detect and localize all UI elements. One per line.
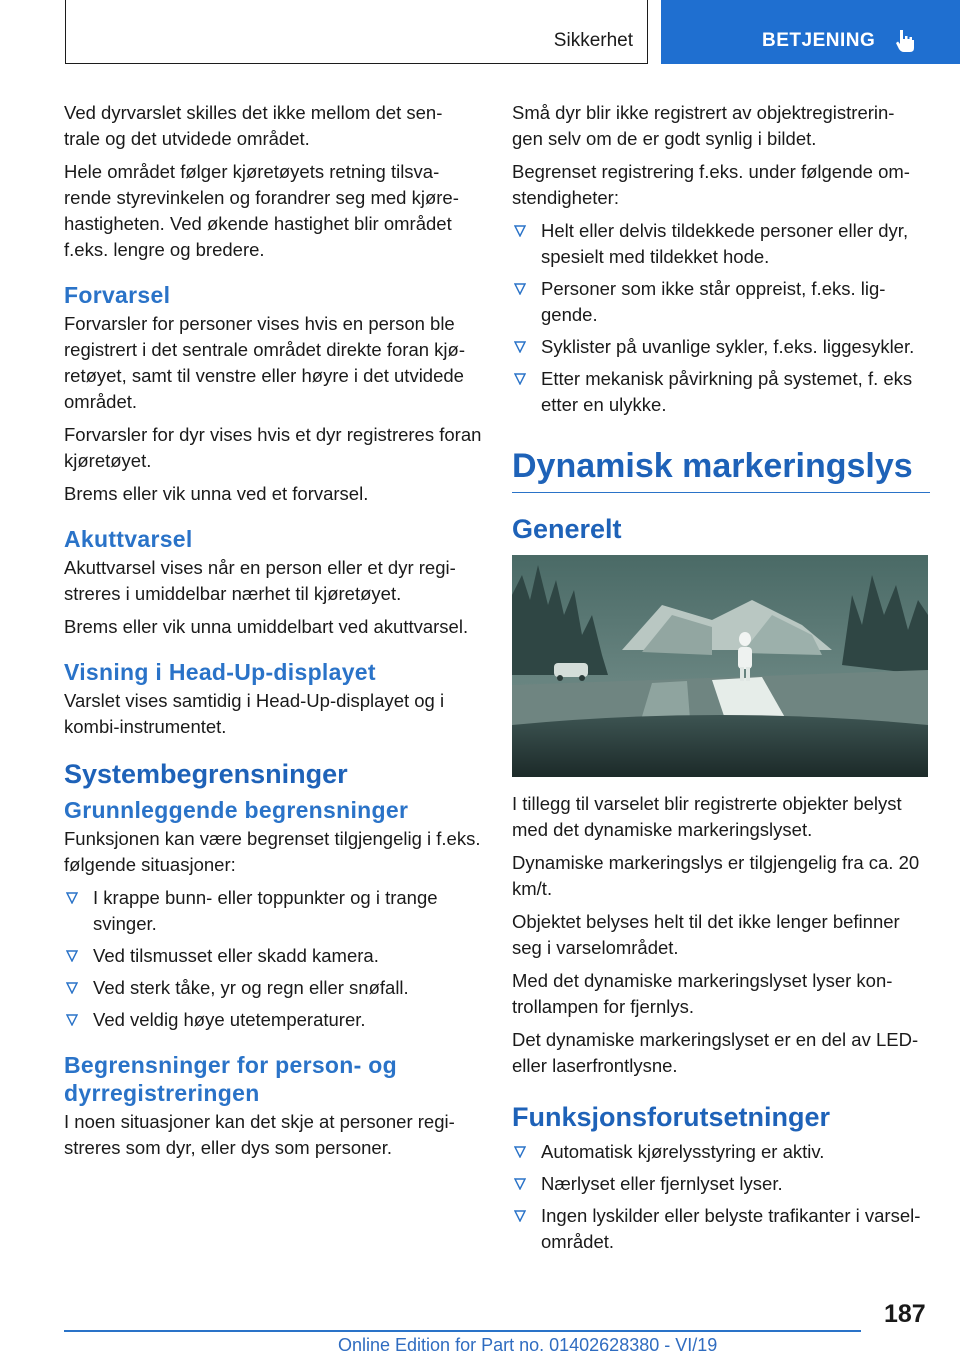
list-item: I krappe bunn- eller toppunkter og i trange svinger. — [64, 885, 482, 937]
paragraph: Forvarsler for dyr vises hvis et dyr registreres foran kjøretøyet. — [64, 424, 482, 471]
heading-funksjonsforutsetninger: Funksjonsforutsetninger — [512, 1102, 831, 1132]
list-item: Personer som ikke står oppreist, f.eks. lig‐ gende. — [512, 276, 930, 328]
list-item: Helt eller delvis tildekkede personer eller dyr, spesielt med tildekket hode. — [512, 218, 930, 270]
right-column — [512, 100, 930, 1261]
heading-systembegrensninger: Systembegrensninger — [64, 759, 348, 789]
paragraph: I tillegg til varselet blir registrerte objekter belyst med det dynamiske markeringslyset. — [512, 793, 902, 840]
left-column — [64, 100, 482, 1168]
footer-divider — [64, 1330, 861, 1332]
triangle-bullet-icon — [514, 283, 526, 295]
bullet-list — [512, 1139, 930, 1255]
paragraph: Varslet vises samtidig i Head-Up-displayet og i kombi-instrumentet. — [64, 690, 445, 737]
triangle-bullet-icon — [66, 982, 78, 994]
paragraph: Hele området følger kjøretøyets retning tilsva‐ rende styrevinkelen og forandrer seg med kjøre‐ hastigheten. Ved økende hastighet blir området f.eks. lengre og bredere. — [64, 161, 459, 260]
paragraph: Objektet belyses helt til det ikke lenger befinner seg i varselområdet. — [512, 911, 900, 958]
triangle-bullet-icon — [66, 892, 78, 904]
header-chapter-label: BETJENING — [762, 30, 876, 51]
header-section-label: Sikkerhet — [553, 30, 633, 51]
triangle-bullet-icon — [514, 1210, 526, 1222]
header-chapter-tab[interactable] — [661, 0, 960, 64]
bullet-list — [64, 885, 482, 1033]
heading-hud: Visning i Head-Up-displayet — [64, 659, 376, 685]
triangle-bullet-icon — [514, 373, 526, 385]
paragraph: Det dynamiske markeringslyset er en del av LED- eller laserfrontlysne. — [512, 1029, 919, 1076]
triangle-bullet-icon — [66, 1014, 78, 1026]
paragraph: Brems eller vik unna ved et forvarsel. — [64, 483, 369, 504]
heading-akuttvarsel: Akuttvarsel — [64, 526, 193, 552]
heading-grunnleggende: Grunnleggende begrensninger — [64, 797, 409, 823]
paragraph: Forvarsler for personer vises hvis en person ble registrert i det sentrale området direkte foran kjø‐ retøyet, samt til venstre eller høyre i det utvidede området. — [64, 313, 465, 412]
paragraph: Brems eller vik unna umiddelbart ved akuttvarsel. — [64, 616, 469, 637]
triangle-bullet-icon — [514, 1178, 526, 1190]
heading-forvarsel: Forvarsel — [64, 282, 171, 308]
triangle-bullet-icon — [514, 341, 526, 353]
heading-dynamisk-markeringslys: Dynamisk markeringslys — [512, 444, 930, 493]
paragraph: Akuttvarsel vises når en person eller et dyr regi‐ streres i umiddelbar nærhet til kjøretøyet. — [64, 557, 456, 604]
footer-edition: Online Edition for Part no. 01402628380 - VI/19 — [338, 1335, 718, 1355]
list-item: Ved veldig høye utetemperaturer. — [64, 1007, 482, 1033]
heading-generelt: Generelt — [512, 514, 622, 544]
paragraph: Dynamiske markeringslys er tilgjengelig fra ca. 20 km/t. — [512, 852, 920, 899]
heading-begrensninger-registrering: Begrensninger for person- og dyrregistreringen — [64, 1052, 397, 1106]
list-item: Nærlyset eller fjernlyset lyser. — [512, 1171, 930, 1197]
list-item: Ved tilsmusset eller skadd kamera. — [64, 943, 482, 969]
list-item: Etter mekanisk påvirkning på systemet, f. eks etter en ulykke. — [512, 366, 930, 418]
triangle-bullet-icon — [66, 950, 78, 962]
paragraph: Med det dynamiske markeringslyset lyser kon‐ trollampen for fjernlys. — [512, 970, 893, 1017]
hand-pointer-icon — [893, 28, 919, 54]
paragraph: Begrenset registrering f.eks. under følgende om‐ stendigheter: — [512, 161, 910, 208]
list-item: Automatisk kjørelysstyring er aktiv. — [512, 1139, 930, 1165]
paragraph: Ved dyrvarslet skilles det ikke mellom det sen‐ trale og det utvidede området. — [64, 102, 443, 149]
paragraph: Små dyr blir ikke registrert av objektregistrerin‐ gen selv om de er godt synlig i bildet. — [512, 102, 895, 149]
page-number: 187 — [884, 1300, 926, 1328]
night-road-pedestrian-illustration — [512, 555, 928, 777]
paragraph: Funksjonen kan være begrenset tilgjengelig i f.eks. følgende situasjoner: — [64, 828, 481, 875]
list-item: Ingen lyskilder eller belyste trafikanter i varsel‐ området. — [512, 1203, 930, 1255]
header-section-box — [65, 0, 648, 64]
paragraph: I noen situasjoner kan det skje at personer regi‐ streres som dyr, eller dys som personer. — [64, 1111, 455, 1158]
triangle-bullet-icon — [514, 1146, 526, 1158]
bullet-list — [512, 218, 930, 418]
list-item: Syklister på uvanlige sykler, f.eks. liggesykler. — [512, 334, 930, 360]
triangle-bullet-icon — [514, 225, 526, 237]
list-item: Ved sterk tåke, yr og regn eller snøfall. — [64, 975, 482, 1001]
